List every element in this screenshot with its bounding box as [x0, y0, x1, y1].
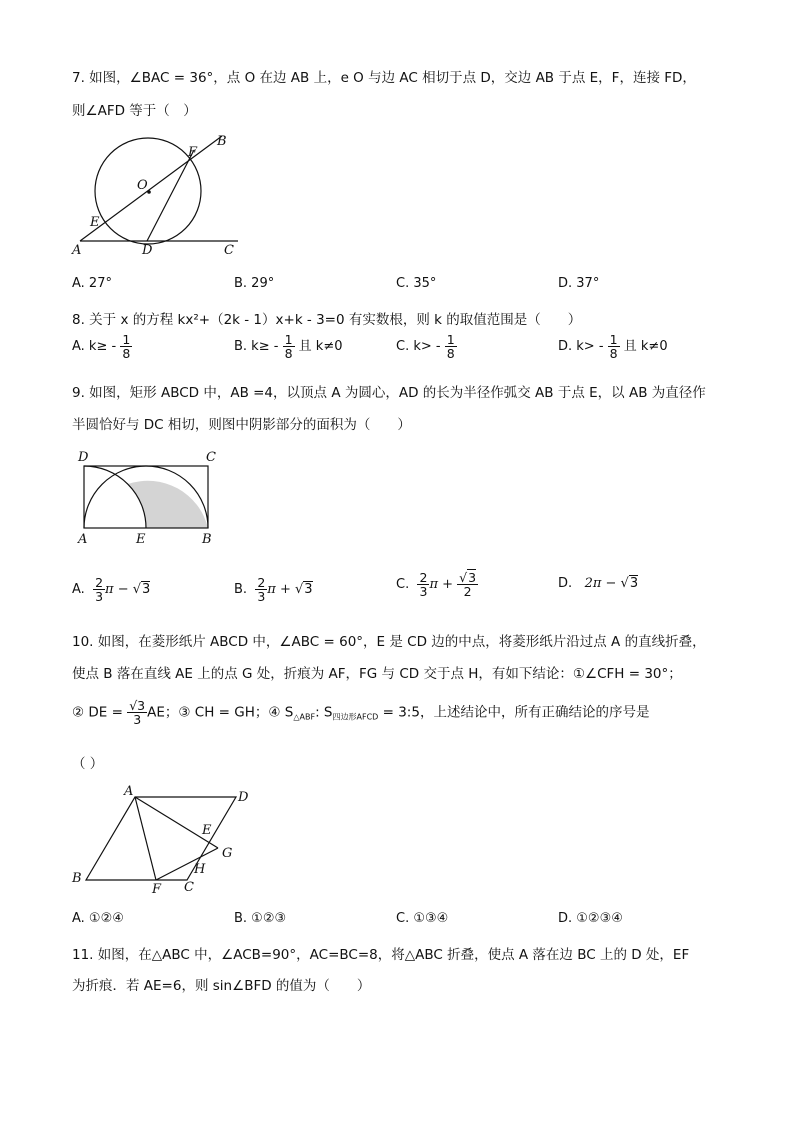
q10-label-F: F — [152, 882, 162, 897]
q7-stem-line2: 则∠AFD 等于（ ） — [72, 103, 197, 119]
q9-option-b: B. $\frac{2}{3}$ π + √3 — [234, 575, 313, 605]
q7-option-d: D. 37° — [558, 276, 600, 291]
q10-option-c: C. ①③④ — [396, 911, 449, 926]
q10-option-b: B. ①②③ — [234, 911, 287, 926]
q8-option-d-fraction: $\frac{1}{8}$ — [609, 332, 618, 362]
q9-label-C: C — [206, 450, 216, 465]
q10-label-A: A — [124, 784, 134, 799]
q10-option-d: D. ①②③④ — [558, 911, 623, 926]
q8-option-d: D. k> - $\frac{1}{8}$ 且 k≠0 — [558, 332, 668, 362]
q10-label-B: B — [72, 871, 82, 886]
q9-option-a: A. $\frac{2}{3}$ π − √3 — [72, 575, 151, 605]
q7-label-E: E — [90, 215, 100, 230]
q9-stem-line2: 半圆恰好与 DC 相切，则图中阴影部分的面积为（ ） — [72, 417, 411, 433]
q9-label-A: A — [78, 532, 88, 547]
q8-option-c: C. k> - $\frac{1}{8}$ — [396, 332, 455, 362]
q9-option-c-fraction: $\frac{2}{3}$ — [419, 570, 428, 600]
q10-stem-line2: 使点 B 落在直线 AE 上的点 G 处，折痕为 AF，FG 与 CD 交于点 H，有如下结论：①∠CFH = 30°； — [72, 666, 682, 682]
q8-option-c-fraction: $\frac{1}{8}$ — [446, 332, 455, 362]
q7-figure — [70, 130, 250, 260]
q9-option-c-root-fraction: $\frac{√3}{2}$ — [459, 570, 477, 600]
q10-label-C: C — [184, 880, 194, 895]
q10-label-D: D — [238, 790, 249, 805]
q7-option-c: C. 35° — [396, 276, 437, 291]
q10-label-E: E — [202, 823, 212, 838]
q8-option-b: B. k≥ - $\frac{1}{8}$ 且 k≠0 — [234, 332, 343, 362]
q9-option-a-fraction: $\frac{2}{3}$ — [95, 575, 104, 605]
q7-label-D: D — [142, 243, 153, 258]
q7-label-F: F — [188, 145, 198, 160]
q9-label-E: E — [136, 532, 146, 547]
q7-label-B: B — [217, 134, 227, 149]
q10-figure — [68, 782, 268, 897]
q9-option-b-fraction: $\frac{2}{3}$ — [257, 575, 266, 605]
q10-fraction: $\frac{√3}{3}$ — [129, 698, 146, 728]
q7-label-C: C — [224, 243, 234, 258]
q10-option-a: A. ①②④ — [72, 911, 124, 926]
q7-stem-line1: 7. 如图，∠BAC = 36°，点 O 在边 AB 上，e O 与边 AC 相切于点 D，交边 AB 于点 E，F，连接 FD， — [72, 70, 696, 86]
q8-option-a: A. k≥ - $\frac{1}{8}$ — [72, 332, 131, 362]
q9-label-D: D — [78, 450, 89, 465]
q9-label-B: B — [202, 532, 212, 547]
q9-option-c: C. $\frac{2}{3}$ π + $\frac{√3}{2}$ — [396, 570, 477, 600]
q7-label-A: A — [72, 243, 82, 258]
q8-stem: 8. 关于 x 的方程 kx²+（2k - 1）x+k - 3=0 有实数根，则 k 的取值范围是（ ） — [72, 312, 582, 328]
q10-label-G: G — [222, 846, 233, 861]
q11-stem-line1: 11. 如图，在△ABC 中，∠ACB=90°，AC=BC=8，将△ABC 折叠，使点 A 落在边 BC 上的 D 处，EF — [72, 947, 690, 963]
q7-option-a: A. 27° — [72, 276, 112, 291]
q10-stem-line4: （ ） — [72, 756, 104, 772]
q11-stem-line2: 为折痕．若 AE=6，则 sin∠BFD 的值为（ ） — [72, 978, 371, 994]
q9-figure — [74, 446, 224, 550]
q10-stem-line1: 10. 如图，在菱形纸片 ABCD 中，∠ABC = 60°，E 是 CD 边的中点，将菱形纸片沿过点 A 的直线折叠， — [72, 634, 706, 650]
q10-label-H: H — [194, 862, 206, 877]
q7-label-O: O — [137, 178, 148, 193]
q8-option-a-fraction: $\frac{1}{8}$ — [122, 332, 131, 362]
q7-option-b: B. 29° — [234, 276, 275, 291]
q9-option-d: D. 2π − √3 — [558, 576, 639, 591]
q10-stem-line3: ② DE = $\frac{√3}{3}$ AE；③ CH = GH；④ $S_{\triangle ABF}$: $S_{四边形AFCD}$ = 3:5，上述结论中，所有正确结论的序号是 — [72, 698, 650, 728]
q8-option-b-fraction: $\frac{1}{8}$ — [284, 332, 293, 362]
q9-stem-line1: 9. 如图，矩形 ABCD 中，AB =4，以顶点 A 为圆心，AD 的长为半径作弧交 AB 于点 E，以 AB 为直径作 — [72, 385, 706, 401]
